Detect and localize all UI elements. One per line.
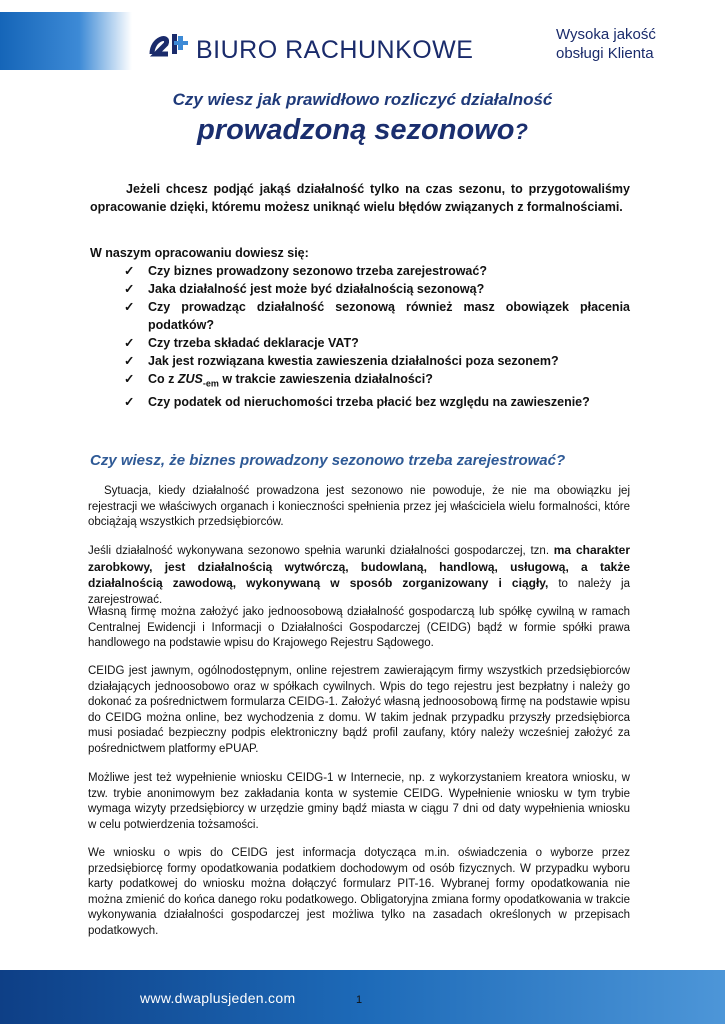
list-item [124, 262, 630, 280]
header-color-band [0, 12, 132, 70]
list-item-text: Jaka działalność jest może być działalnością sezonową? [148, 282, 485, 296]
paragraph-2 [88, 543, 630, 608]
list-item-text: Czy podatek od nieruchomości trzeba płacić bez względu na zawieszenie? [148, 394, 590, 409]
footer-band [0, 970, 725, 1024]
paragraph-3: Własną firmę można założyć jako jednoosobową działalność gospodarczą lub spółkę cywilną w ramach Centralnej Ewidencji i Informacji o Działalności Gospodarczej (CEIDG) bądź w formie spółki prawa handlowego na podstawie wpisu do Krajowego Rejestru Sądowego. [88, 606, 630, 649]
logo-icon [148, 24, 188, 64]
tagline [556, 25, 716, 63]
title-main: prowadzoną sezonowo [197, 114, 515, 146]
p2-end: to należy ja zarejestrować. [88, 578, 630, 606]
brand-name: BIURO RACHUNKOWE [196, 36, 474, 64]
check-icon: ✓ [124, 264, 135, 278]
zus-prefix: Co z [148, 372, 178, 386]
learn-list [124, 262, 630, 411]
check-icon: ✓ [124, 336, 135, 350]
check-icon: ✓ [124, 372, 135, 386]
intro-paragraph: Jeżeli chcesz podjąć jakąś działalność tylko na czas sezonu, to przygotowaliśmy opracowanie dzięki, któremu możesz uniknąć wielu błędów związanych z formalnościami. [90, 182, 630, 214]
zus-label: ZUS [177, 372, 203, 386]
footer-url-link[interactable]: www.dwaplusjeden.com [140, 990, 296, 1006]
check-icon: ✓ [124, 282, 135, 296]
paragraph-5: Możliwe jest też wypełnienie wniosku CEIDG-1 w Internecie, np. z wykorzystaniem kreatora wniosku, w tzw. trybie anonimowym bez zakładania konta w systemie CEIDG. Wypełnienie wniosku w tym trybie wymaga wizyty przedsiębiorcy w urzędzie gminy bądź miasta w ciągu 7 dni od daty wypełnienia wniosku w celu potwierdzenia tożsamości. [88, 772, 630, 831]
paragraph-1: Sytuacja, kiedy działalność prowadzona jest sezonowo nie powoduje, że nie ma obowiązku jej rejestracji we właściwych organach i konieczności spełnienia przez jej właściciela wielu formalności, które obciążają wszystkich przedsiębiorców. [88, 485, 630, 528]
list-item [124, 280, 630, 298]
tagline-line2: obsługi Klienta [556, 45, 654, 62]
page-number: 1 [356, 994, 363, 1006]
list-item [124, 298, 630, 334]
tagline-line1: Wysoka jakość [556, 26, 656, 43]
section-title: Czy wiesz, że biznes prowadzony sezonowo trzeba zarejestrować? [90, 452, 566, 469]
list-item [124, 393, 630, 411]
zus-word [177, 372, 219, 389]
list-item-text: Jak jest rozwiązana kwestia zawieszenia działalności poza sezonem? [148, 354, 559, 368]
check-icon: ✓ [124, 300, 135, 314]
check-icon: ✓ [124, 394, 135, 409]
p2-start: Jeśli działalność wykonywana sezonowo spełnia warunki działalności gospodarczej, tzn. [88, 545, 554, 557]
title-line1: Czy wiesz jak prawidłowo rozliczyć działalność [172, 90, 553, 109]
title-question-mark: ? [514, 119, 528, 144]
list-item [124, 334, 630, 352]
list-item-text: Czy prowadząc działalność sezonową również masz obowiązek płacenia podatków? [148, 300, 630, 332]
list-item-text: Czy trzeba składać deklaracje VAT? [148, 336, 359, 350]
p2-bold: ma charakter zarobkowy, jest działalnością wytwórczą, budowlaną, handlową, usługową, a także działalnością zawodową, wykonywaną w sposób zorganizowany i ciągły, [88, 543, 630, 590]
check-icon: ✓ [124, 354, 135, 368]
list-item [124, 352, 630, 370]
zus-suffix: -em [202, 378, 219, 389]
list-item-text: Czy biznes prowadzony sezonowo trzeba zarejestrować? [148, 264, 487, 278]
paragraph-4: CEIDG jest jawnym, ogólnodostępnym, online rejestrem zawierającym firmy wszystkich przedsiębiorców działających jednoosobowo oraz w spółkach cywilnych. Wpis do tego rejestru jest bezpłatny i należy go dokonać za pośrednictwem formularza CEIDG-1. Założyć własną jednoosobową firmę na podstawie wpisu do CEIDG można online, bez wychodzenia z domu. W takim jednak przypadku przyszły przedsiębiorca musi posiadać bezpieczny podpis elektroniczny bądź profil zaufany, który należy wcześniej założyć za pośrednictwem platformy ePUAP. [88, 665, 630, 755]
zus-rest: w trakcie zawieszenia działalności? [218, 372, 433, 386]
paragraph-6: We wniosku o wpis do CEIDG jest informacja dotycząca m.in. oświadczenia o wyborze przez przedsiębiorcę formy opodatkowania podatkiem dochodowym od osób fizycznych. W przypadku wyboru karty podatkowej do wniosku można dołączyć formularz PIT-16. Wybranej formy opodatkowania nie można zmienić do końca danego roku podatkowego. Obligatoryjna zmiana formy opodatkowania w trakcie wykonywania działalności gospodarczej jest możliwa tylko na zasadach określonych w przepisach podatkowych. [88, 847, 630, 937]
list-item [124, 370, 630, 393]
learn-heading: W naszym opracowaniu dowiesz się: [90, 246, 309, 260]
title-line2 [0, 114, 725, 147]
